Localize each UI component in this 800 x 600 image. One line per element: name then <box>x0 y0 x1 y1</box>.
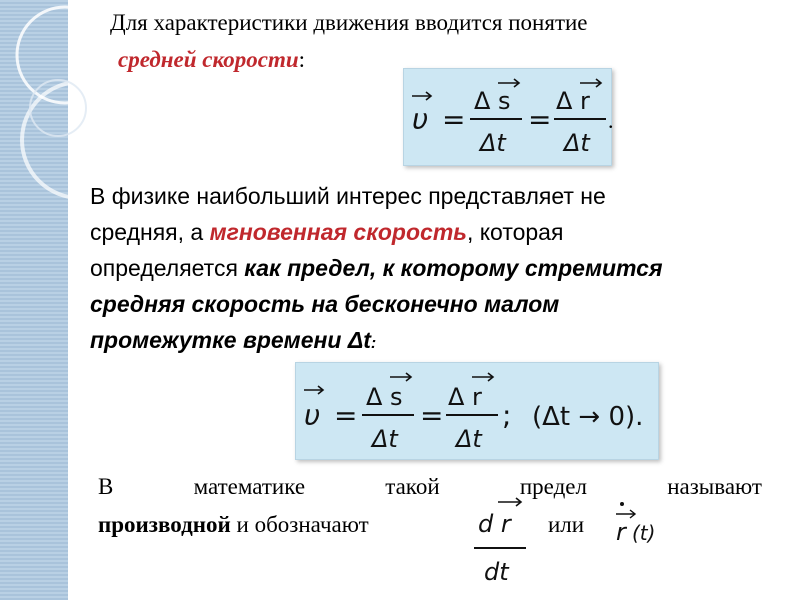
p3-line2-rest: и обозначают <box>230 512 369 537</box>
p3-word-4: предел <box>519 474 587 499</box>
formula1-period: . <box>608 108 614 133</box>
equals-sign-4: = <box>420 399 444 432</box>
p2-line4: средняя скорость на бесконечно малом <box>90 291 560 317</box>
denominator-delta-t: Δt <box>480 129 506 157</box>
numerator-delta-s-2: Δ s <box>366 383 403 411</box>
paragraph-derivative-line2 <box>98 512 369 538</box>
p2-line5-colon: : <box>370 335 377 352</box>
formula-average-speed <box>403 68 612 166</box>
intro-line2 <box>118 47 305 73</box>
equals-sign: = <box>442 103 466 136</box>
formula-instantaneous-speed <box>295 362 659 460</box>
p2-line5-emph: промежутке времени Δt <box>90 327 371 353</box>
p2-line2 <box>90 214 780 250</box>
denominator-delta-t-3: Δt <box>372 425 398 453</box>
denominator-delta-t-4: Δt <box>456 425 482 453</box>
t-arg: (t) <box>632 521 656 545</box>
formula-instantaneous-speed-svg <box>296 363 658 459</box>
denominator-delta-t-2: Δt <box>564 129 590 157</box>
numerator-delta-r: Δ r <box>556 87 590 115</box>
numerator-delta-r-2: Δ r <box>448 383 482 411</box>
semicolon: ; <box>502 399 512 432</box>
derivative-numerator: d r <box>478 510 511 538</box>
p3-word-3: такой <box>385 474 440 499</box>
equals-sign-3: = <box>334 399 358 432</box>
derivative-dr-dt <box>470 492 530 588</box>
term-average-speed: средней скорости <box>118 47 299 72</box>
velocity-symbol-2: υ <box>304 399 321 432</box>
dot-mark <box>620 502 624 506</box>
p2-line3 <box>90 250 780 286</box>
r-symbol: r <box>616 518 626 546</box>
p2-line3-emph: как предел, к которому стремится <box>244 255 663 281</box>
p3-word-5: называют <box>667 474 762 499</box>
p2-line3-start: определяется <box>90 255 245 281</box>
intro-colon: : <box>298 47 306 72</box>
limit-expression: (Δt → 0). <box>532 402 644 432</box>
p2-line1: В физике наибольший интерес представляет не <box>90 183 606 209</box>
paragraph-instantaneous-speed <box>90 178 780 362</box>
intro-line1: Для характеристики движения вводится понятие <box>110 10 588 35</box>
term-derivative: производной <box>98 512 231 537</box>
p2-line2-start: средняя, а <box>90 219 210 245</box>
term-instantaneous-speed: мгновенная скорость <box>209 219 467 245</box>
formula-average-speed-svg <box>404 69 611 165</box>
derivative-r-dot <box>608 498 668 548</box>
numerator-delta-s: Δ s <box>474 87 511 115</box>
p2-line5 <box>90 322 780 362</box>
equals-sign-2: = <box>528 103 552 136</box>
word-or: или <box>548 512 585 537</box>
velocity-symbol: υ <box>412 103 429 136</box>
p3-word-2: математике <box>193 474 306 499</box>
p2-line2-end: , которая <box>466 219 564 245</box>
p3-word-1: В <box>98 474 114 499</box>
derivative-denominator: dt <box>484 558 509 586</box>
paragraph-derivative-line1 <box>98 474 762 500</box>
